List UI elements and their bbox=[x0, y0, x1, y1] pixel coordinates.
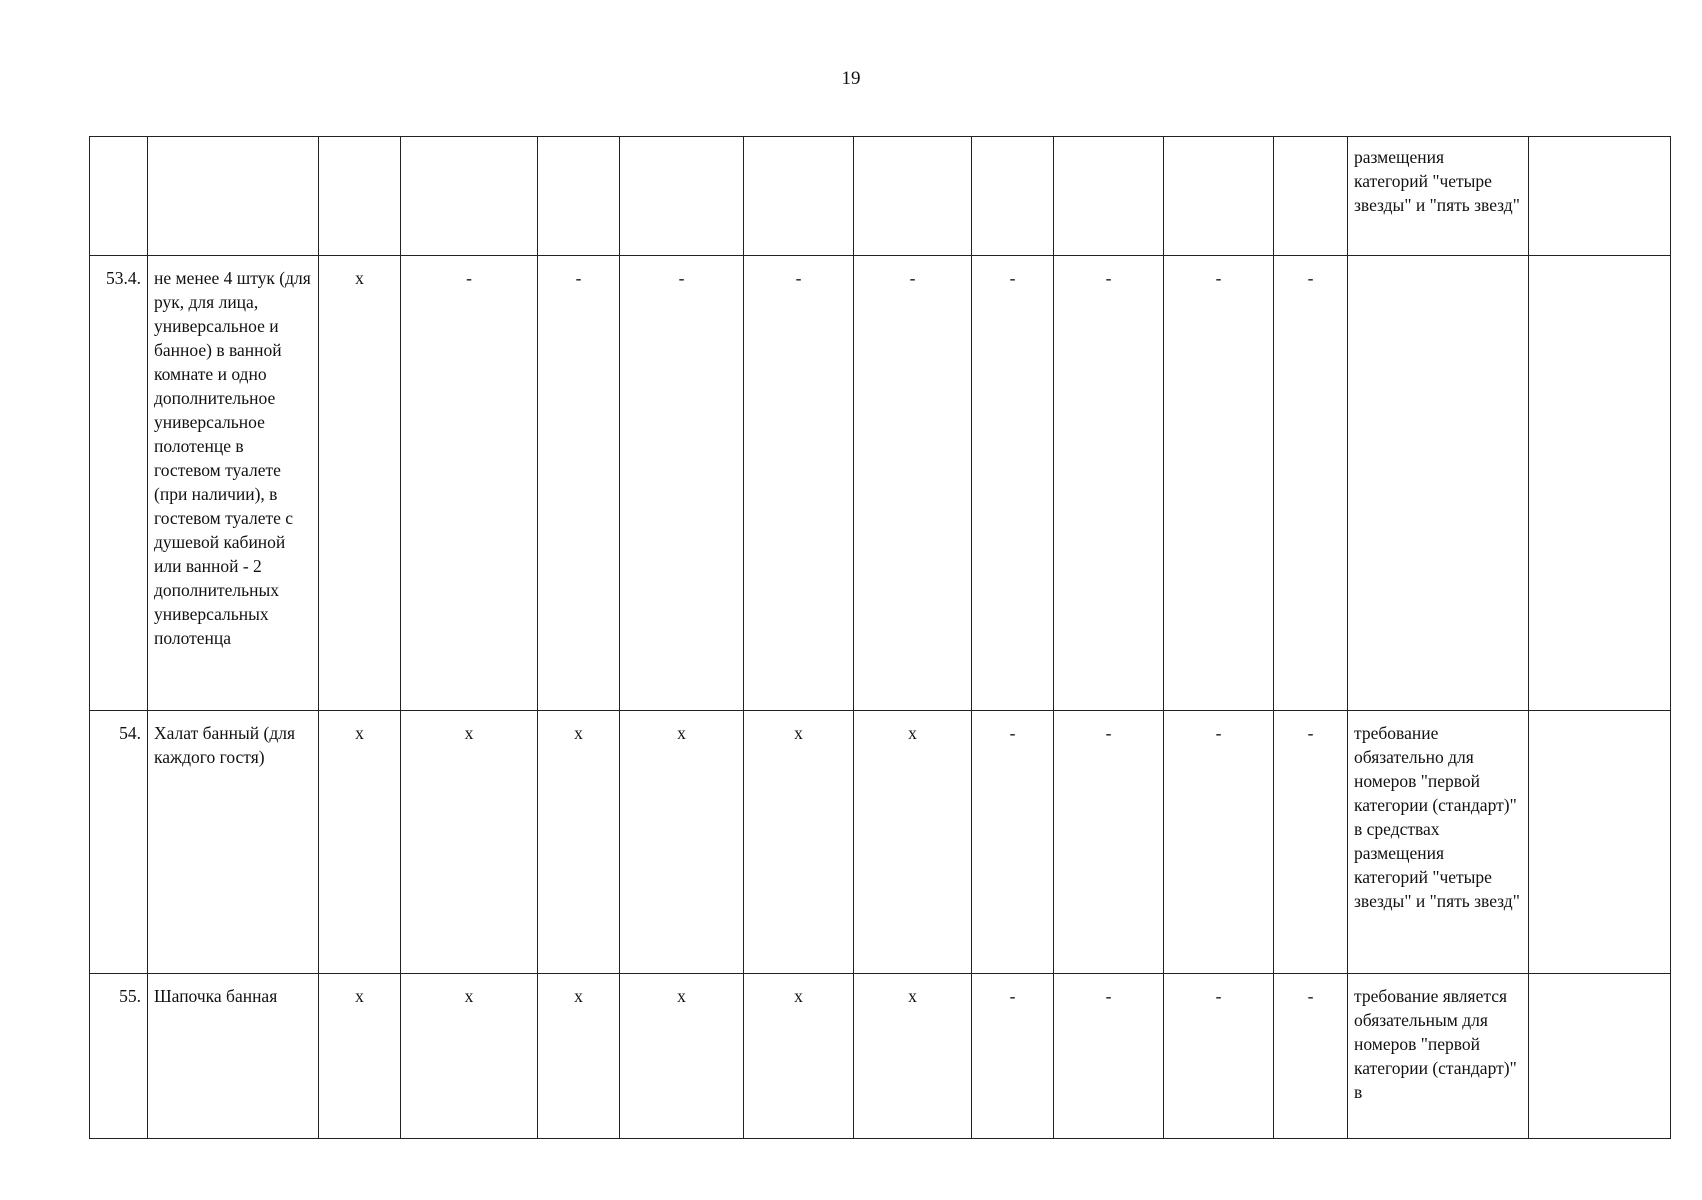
mark-cell bbox=[620, 137, 744, 256]
mark-cell: - bbox=[1274, 256, 1348, 711]
mark-cell: - bbox=[401, 256, 538, 711]
mark-cell: x bbox=[538, 711, 620, 974]
mark-cell: x bbox=[319, 711, 401, 974]
mark-cell: - bbox=[854, 256, 972, 711]
table-row bbox=[90, 256, 1671, 711]
row-number: 55. bbox=[90, 974, 148, 1139]
row-name bbox=[148, 137, 319, 256]
mark-cell: - bbox=[620, 256, 744, 711]
mark-cell: - bbox=[1054, 974, 1164, 1139]
mark-cell: - bbox=[972, 974, 1054, 1139]
mark-cell: x bbox=[401, 974, 538, 1139]
mark-cell: x bbox=[854, 974, 972, 1139]
table-row bbox=[90, 137, 1671, 256]
mark-cell: - bbox=[1054, 256, 1164, 711]
mark-cell bbox=[401, 137, 538, 256]
row-number bbox=[90, 137, 148, 256]
table-row bbox=[90, 711, 1671, 974]
row-extra bbox=[1529, 256, 1671, 711]
mark-cell bbox=[538, 137, 620, 256]
row-note: размещения категорий "четыре звезды" и "пять звезд" bbox=[1348, 137, 1529, 256]
mark-cell: x bbox=[620, 974, 744, 1139]
mark-cell: - bbox=[1164, 974, 1274, 1139]
mark-cell: x bbox=[401, 711, 538, 974]
row-note: требование является обязательным для номеров "первой категории (стандарт)" в bbox=[1348, 974, 1529, 1139]
row-number: 54. bbox=[90, 711, 148, 974]
row-extra bbox=[1529, 974, 1671, 1139]
mark-cell: - bbox=[972, 711, 1054, 974]
row-name: Халат банный (для каждого гостя) bbox=[148, 711, 319, 974]
mark-cell bbox=[744, 137, 854, 256]
row-note bbox=[1348, 256, 1529, 711]
mark-cell bbox=[972, 137, 1054, 256]
mark-cell: x bbox=[744, 974, 854, 1139]
table-row bbox=[90, 974, 1671, 1139]
mark-cell bbox=[1274, 137, 1348, 256]
mark-cell: - bbox=[744, 256, 854, 711]
mark-cell: - bbox=[1274, 974, 1348, 1139]
mark-cell bbox=[854, 137, 972, 256]
mark-cell: - bbox=[1054, 711, 1164, 974]
mark-cell: - bbox=[972, 256, 1054, 711]
mark-cell bbox=[319, 137, 401, 256]
mark-cell: x bbox=[319, 256, 401, 711]
mark-cell: x bbox=[538, 974, 620, 1139]
mark-cell: x bbox=[620, 711, 744, 974]
mark-cell: x bbox=[319, 974, 401, 1139]
mark-cell bbox=[1164, 137, 1274, 256]
mark-cell: - bbox=[1164, 711, 1274, 974]
row-note: требование обязательно для номеров "первой категории (стандарт)" в средствах размещения категорий "четыре звезды" и "пять звезд" bbox=[1348, 711, 1529, 974]
mark-cell bbox=[1054, 137, 1164, 256]
mark-cell: x bbox=[854, 711, 972, 974]
page-number: 19 bbox=[841, 68, 861, 89]
row-name: Шапочка банная bbox=[148, 974, 319, 1139]
requirements-table bbox=[89, 136, 1671, 1139]
mark-cell: - bbox=[1164, 256, 1274, 711]
mark-cell: x bbox=[744, 711, 854, 974]
row-name: не менее 4 штук (для рук, для лица, универсальное и банное) в ванной комнате и одно дополнительное универсальное полотенце в гостевом туалете (при наличии), в гостевом туалете с душевой кабиной или ванной - 2 дополнительных универсальных полотенца bbox=[148, 256, 319, 711]
row-extra bbox=[1529, 137, 1671, 256]
mark-cell: - bbox=[1274, 711, 1348, 974]
mark-cell: - bbox=[538, 256, 620, 711]
row-extra bbox=[1529, 711, 1671, 974]
row-number: 53.4. bbox=[90, 256, 148, 711]
